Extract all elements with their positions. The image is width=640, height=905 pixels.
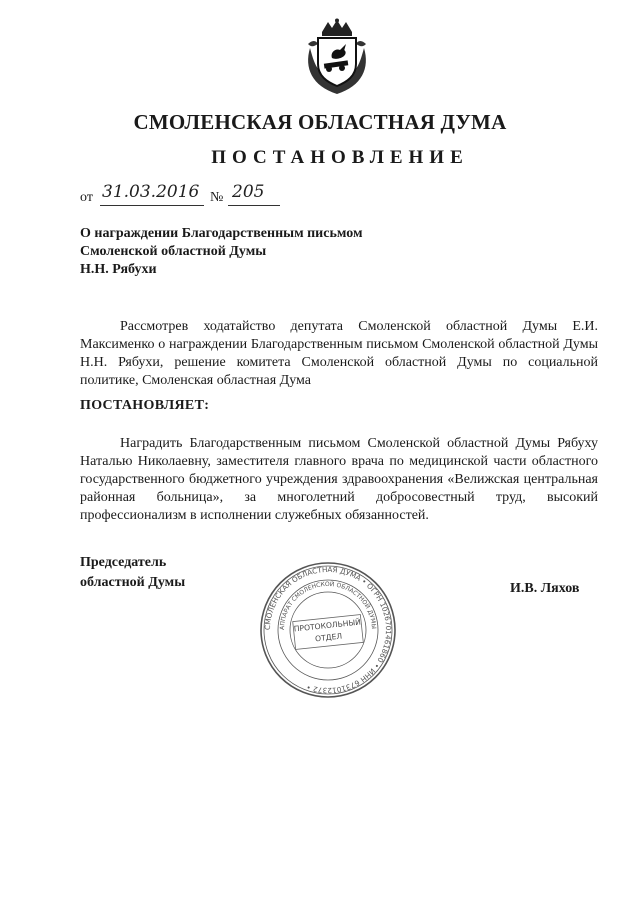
document-type-title: ПОСТАНОВЛЕНИЕ: [211, 147, 469, 168]
organization-title: СМОЛЕНСКАЯ ОБЛАСТНАЯ ДУМА: [133, 110, 507, 134]
signatory-name: И.В. Ляхов: [510, 581, 580, 596]
stamp-outer-ring-text: СМОЛЕНСКАЯ ОБЛАСТНАЯ ДУМА • ОГРН 1026701461860 • ИНН 6731012372 •: [262, 564, 394, 696]
date-underline: [100, 205, 204, 206]
preamble-paragraph: Рассмотрев ходатайство депутата Смоленской областной Думы Е.И. Максименко о награждении Благодарственным письмом Смоленской областной Думы Н.Н. Рябухи, решение комитета Смоленской областной Думы по социальной политике, Смоленская областная Дума: [80, 319, 598, 388]
date-from-label: от: [80, 190, 93, 205]
resolution-paragraph: Наградить Благодарственным письмом Смоленской областной Думы Рябуху Наталью Николаевну, заместителя главного врача по медицинской части областного государственного бюджетного учреждения здравоохранения «Велижская центральная районная больница», за многолетний добросовестный труд, высокий профессионализм в исполнении служебных обязанностей.: [80, 436, 598, 523]
document-date: 31.03.2016: [102, 182, 200, 202]
subject-line: О награждении Благодарственным письмом: [80, 226, 363, 241]
date-number-line: [80, 184, 340, 208]
signatory-title-line: Председатель: [80, 555, 167, 570]
coat-of-arms-icon: [302, 18, 372, 96]
subject-line: Смоленской областной Думы: [80, 244, 267, 259]
stamp-inner-ring-text: АППАРАТ СМОЛЕНСКОЙ ОБЛАСТНОЙ ДУМЫ: [278, 580, 378, 631]
stamp-center-line: ОТДЕЛ: [314, 631, 343, 644]
official-seal-stamp: [258, 560, 398, 700]
subject-line: Н.Н. Рябухи: [80, 262, 157, 277]
signatory-title: [80, 553, 185, 593]
signatory-title-line: областной Думы: [80, 575, 186, 590]
number-underline: [228, 205, 280, 206]
number-label: №: [210, 190, 224, 205]
document-subject: [80, 225, 362, 279]
resolves-heading: ПОСТАНОВЛЯЕТ:: [80, 398, 210, 413]
stamp-center-line: ПРОТОКОЛЬНЫЙ: [293, 617, 362, 634]
document-number: 205: [232, 182, 265, 202]
